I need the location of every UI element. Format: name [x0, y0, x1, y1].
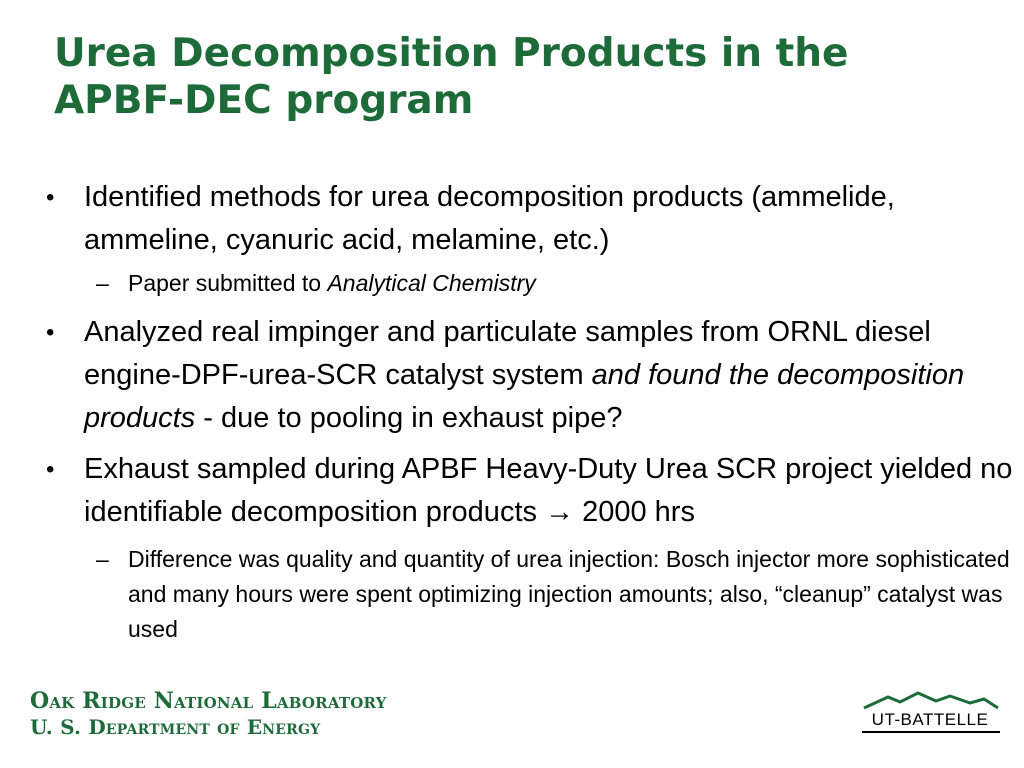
title-line-1: Urea Decomposition Products in the [54, 31, 849, 76]
department-line: U. S. Department of Energy [30, 715, 321, 739]
ut-battelle-logo [860, 688, 1002, 736]
dash-marker: – [96, 270, 109, 296]
dash-marker: – [96, 546, 109, 572]
lab-name-line: Oak Ridge National Laboratory [30, 688, 387, 714]
footer-lab-name [30, 688, 387, 740]
bullet-item-2 [42, 311, 1017, 440]
slide-title [54, 30, 994, 124]
sub-bullet-text: Difference was quality and quantity of urea injection: Bosch injector more sophisticated and many hours were spent optimizing injection amounts; also, “cleanup” catalyst was used [128, 546, 1010, 642]
sub-bullet-item-1 [42, 266, 1017, 301]
bullet-list [42, 176, 1017, 657]
bullet-text: Analyzed real impinger and particulate samples from ORNL diesel engine-DPF-urea-SCR catalyst system [84, 316, 931, 391]
title-line-2: APBF-DEC program [54, 78, 474, 123]
bullet-text-tail: - due to pooling in exhaust pipe? [195, 402, 623, 434]
bullet-marker: • [46, 184, 55, 211]
bullet-text: Exhaust sampled during APBF Heavy-Duty Urea SCR project yielded no identifiable decomposition products → 2000 hrs [84, 453, 1013, 528]
bullet-italic-text: and found the decomposition products [84, 359, 965, 434]
bullet-item-3 [42, 448, 1017, 534]
bullet-text: Identified methods for urea decomposition products (ammelide, ammeline, cyanuric acid, melamine, etc.) [84, 181, 895, 256]
bullet-marker: • [46, 319, 55, 346]
logo-text: UT-BATTELLE [871, 710, 989, 729]
sub-bullet-item-2 [42, 542, 1017, 647]
bullet-item-1 [42, 176, 1017, 262]
bullet-marker: • [46, 456, 55, 483]
journal-name: Analytical Chemistry [327, 270, 536, 296]
sub-bullet-text: Paper submitted to [128, 270, 328, 296]
